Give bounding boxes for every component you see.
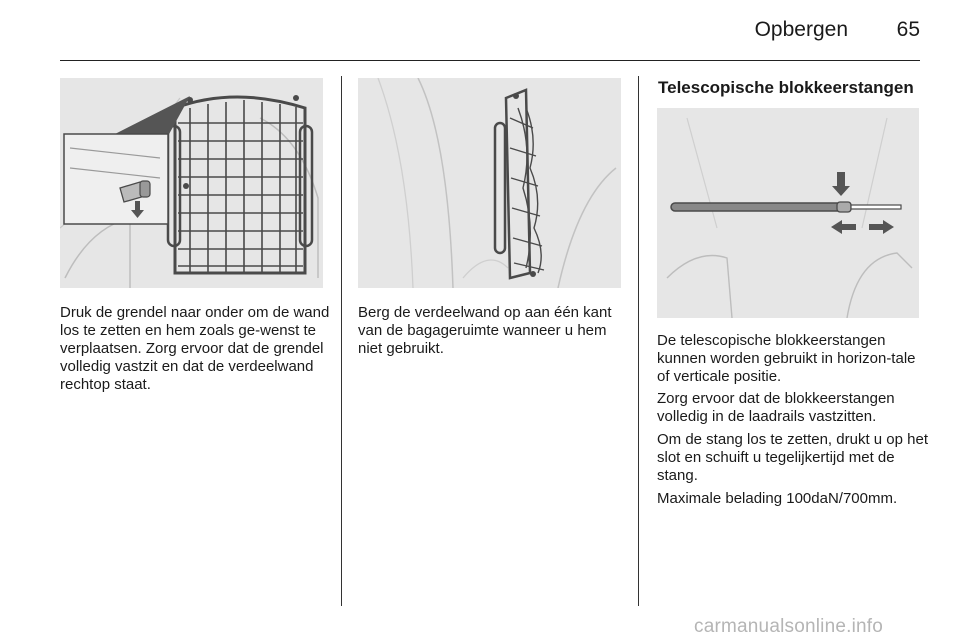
page-header bbox=[60, 0, 920, 61]
caption-column-1: Druk de grendel naar onder om de wand los te zetten en hem zoals ge-wenst te verplaatsen. Zorg ervoor dat de grendel volledig vastzit en dat de verdeelwand rechtop staat. bbox=[60, 304, 330, 393]
paragraph-3: Om de stang los te zetten, drukt u op het slot en schuift u tegelijkertijd met de stang. bbox=[657, 431, 928, 484]
column-divider-1 bbox=[341, 76, 342, 606]
paragraph-1: De telescopische blokkeerstangen kunnen worden gebruikt in horizon-tale of verticale positie. bbox=[657, 332, 916, 385]
right-arrow-icon bbox=[869, 220, 894, 234]
page-title: Opbergen bbox=[754, 18, 848, 41]
figure-stowed-partition bbox=[358, 78, 621, 288]
caption-column-2: Berg de verdeelwand op aan één kant van de bagageruimte wanneer u hem niet gebruikt. bbox=[358, 304, 612, 357]
paragraph-2: Zorg ervoor dat de blokkeerstangen volledig in de laadrails vastzitten. bbox=[657, 390, 895, 425]
paragraph-4: Maximale belading 100daN/700mm. bbox=[657, 490, 898, 507]
cargo-net-partition-icon bbox=[60, 78, 323, 288]
latch-detail-icon bbox=[64, 134, 168, 224]
figure-cargo-net bbox=[60, 78, 323, 288]
telescopic-bar-icon bbox=[657, 108, 919, 318]
figure-telescopic-bar bbox=[657, 108, 919, 318]
page-number: 65 bbox=[896, 18, 920, 41]
down-arrow-icon bbox=[832, 172, 850, 196]
left-arrow-icon bbox=[831, 220, 856, 234]
column-divider-2 bbox=[638, 76, 639, 606]
stowed-partition-icon bbox=[358, 78, 621, 288]
section-heading: Telescopische blokkeerstangen bbox=[658, 78, 914, 97]
watermark: carmanualsonline.info bbox=[694, 616, 884, 637]
